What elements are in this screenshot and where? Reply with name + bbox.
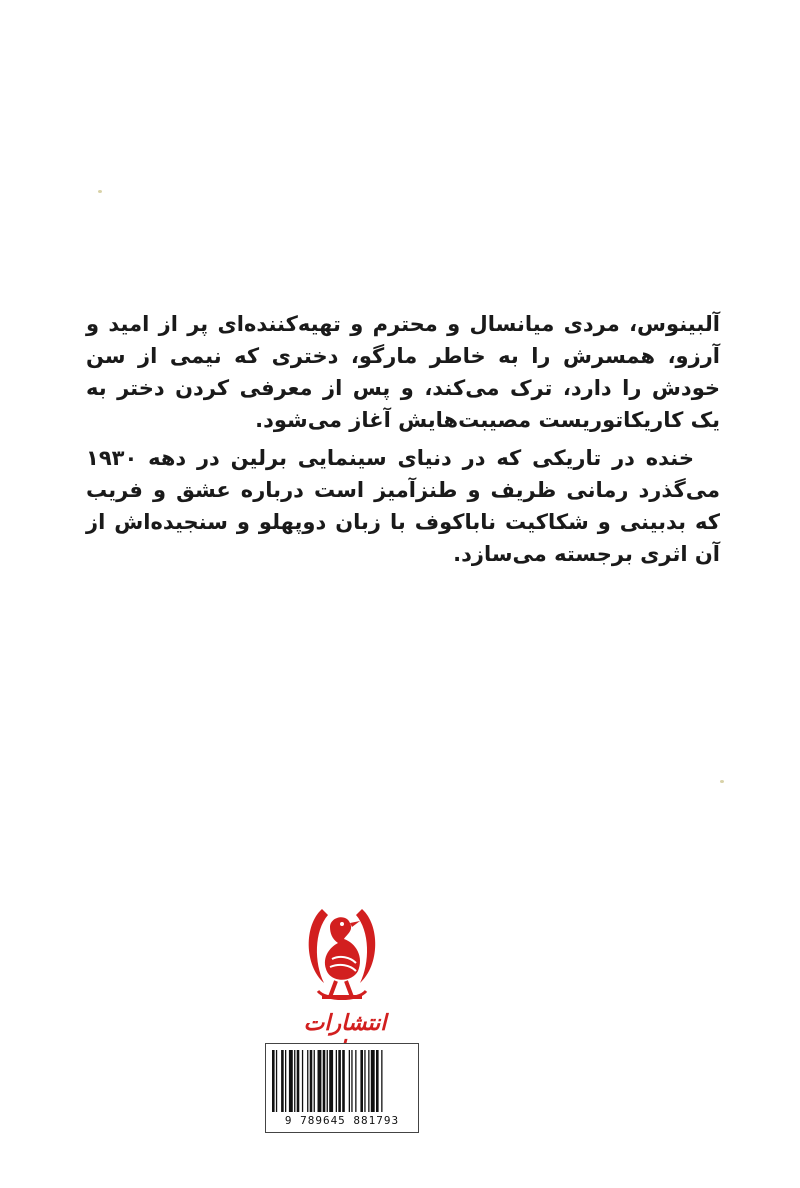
- barcode-bar: [294, 1050, 295, 1112]
- barcode-bar: [307, 1050, 308, 1112]
- barcode-bar: [323, 1050, 326, 1112]
- barcode-bar: [310, 1050, 313, 1112]
- barcode-bar: [349, 1050, 350, 1112]
- blurb-paragraph-2: خنده در تاریکی که در دنیای سینمایی برلین در دهه ۱۹۳۰ می‌گذرد رمانی ظریف و طنزآمیز است درباره عشق و فریب که بدبینی و شکاکیت ناباکوف با زبان دوپهلو و سنجیده‌اش از آن اثری برجسته می‌سازد.: [86, 446, 720, 566]
- barcode-bar: [276, 1050, 277, 1112]
- barcode-bar: [355, 1050, 356, 1112]
- barcode-bar: [376, 1050, 379, 1112]
- barcode-bar: [381, 1050, 382, 1112]
- barcode-bar: [318, 1050, 322, 1112]
- barcode-bar: [327, 1050, 328, 1112]
- barcode-bars: [272, 1050, 412, 1112]
- barcode-bar: [342, 1050, 345, 1112]
- bird-logo-icon: [300, 897, 384, 1007]
- barcode-bar: [289, 1050, 293, 1112]
- barcode-bar: [351, 1050, 352, 1112]
- barcode-bar: [338, 1050, 341, 1112]
- barcode-bar: [272, 1050, 275, 1112]
- barcode-bar: [371, 1050, 375, 1112]
- barcode-bar: [360, 1050, 363, 1112]
- paper-speck: [98, 190, 102, 193]
- barcode-bar: [302, 1050, 303, 1112]
- blurb-paragraph-1: آلبینوس، مردی میانسال و محترم و تهیه‌کننده‌ای پر از امید و آرزو، همسرش را به خاطر مارگو، دختری که نیمی از سن خودش را دارد، ترک می‌کند، و پس از معرفی کردن دختر به یک کاریکاتوریست مصیبت‌هایش آغاز می‌شود.: [86, 312, 720, 432]
- isbn-number: 9 789645 881793: [284, 1114, 400, 1127]
- blurb-text: [86, 308, 720, 570]
- barcode-bar: [368, 1050, 369, 1112]
- barcode-bar: [281, 1050, 284, 1112]
- barcode: [265, 1043, 419, 1133]
- paper-speck: [720, 780, 724, 783]
- barcode-bar: [297, 1050, 300, 1112]
- barcode-bar: [336, 1050, 337, 1112]
- barcode-bar: [285, 1050, 286, 1112]
- publisher-name: انتشارات: [303, 1010, 387, 1036]
- barcode-bar: [329, 1050, 333, 1112]
- barcode-bar: [364, 1050, 365, 1112]
- barcode-bar: [314, 1050, 315, 1112]
